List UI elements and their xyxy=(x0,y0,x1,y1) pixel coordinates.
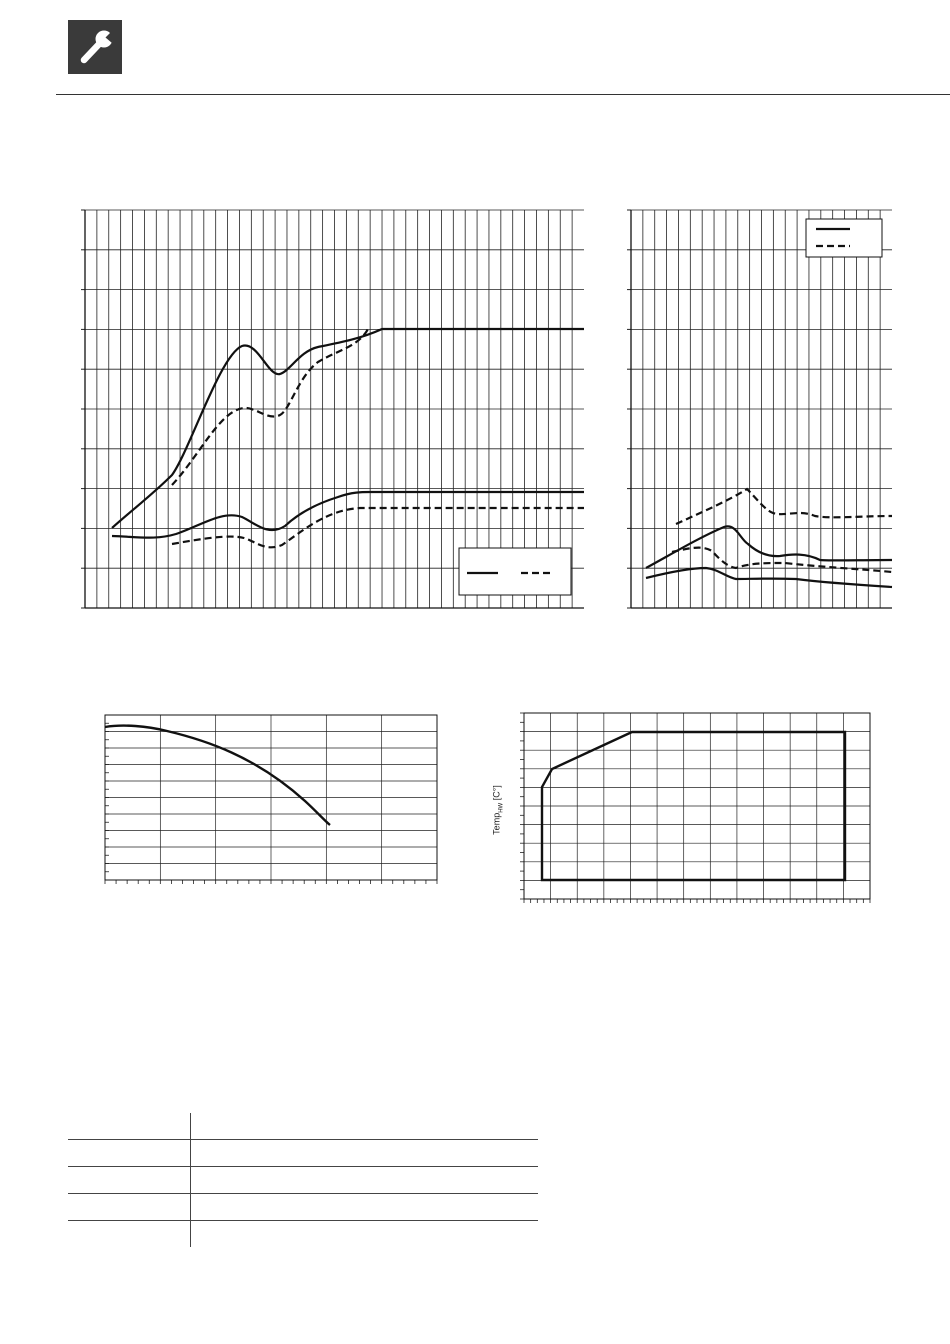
ylabel-subscript: HW xyxy=(498,802,505,813)
table-row xyxy=(68,1194,538,1221)
chart-top-right-series-solid-middle xyxy=(646,526,892,568)
chart-top-left-series-upper-dashed xyxy=(172,329,368,485)
ylabel-unit: [C°] xyxy=(491,785,502,803)
spec-table xyxy=(68,1113,538,1247)
chart-bottom-left-curve xyxy=(105,726,330,825)
chart-top-left-series-upper-solid xyxy=(112,329,584,528)
chart-bottom-left xyxy=(95,708,450,893)
table-cell xyxy=(191,1140,539,1167)
chart-bottom-right xyxy=(515,705,885,905)
table-row xyxy=(68,1113,538,1140)
chart-bottom-right-ylabel xyxy=(478,760,518,860)
table-row xyxy=(68,1167,538,1194)
chart-top-right-series-solid-lower xyxy=(646,568,892,587)
table-cell xyxy=(191,1194,539,1221)
table-cell xyxy=(68,1167,191,1194)
chart-top-left-series-lower-solid xyxy=(112,492,584,538)
chart-top-right xyxy=(620,205,900,615)
chart-bottom-right-grid xyxy=(520,713,870,903)
table-cell xyxy=(68,1194,191,1221)
table-cell xyxy=(191,1167,539,1194)
chart-bottom-left-grid xyxy=(105,715,437,884)
chart-top-left-legend xyxy=(459,548,571,595)
table-cell xyxy=(191,1113,539,1140)
chart-top-right-legend xyxy=(806,219,882,257)
table-cell xyxy=(68,1140,191,1167)
chart-top-right-series-dashed-upper xyxy=(676,489,892,524)
table-row xyxy=(68,1221,538,1248)
ylabel-main: Temp xyxy=(491,812,502,835)
table-cell xyxy=(191,1221,539,1248)
table-row xyxy=(68,1140,538,1167)
chart-top-left xyxy=(70,205,595,615)
table-cell xyxy=(68,1221,191,1248)
chart-top-left-series-lower-dashed xyxy=(172,508,584,547)
wrench-icon xyxy=(68,20,122,74)
chart-top-right-grid xyxy=(627,210,892,608)
header-divider xyxy=(56,94,950,95)
table-cell xyxy=(68,1113,191,1140)
